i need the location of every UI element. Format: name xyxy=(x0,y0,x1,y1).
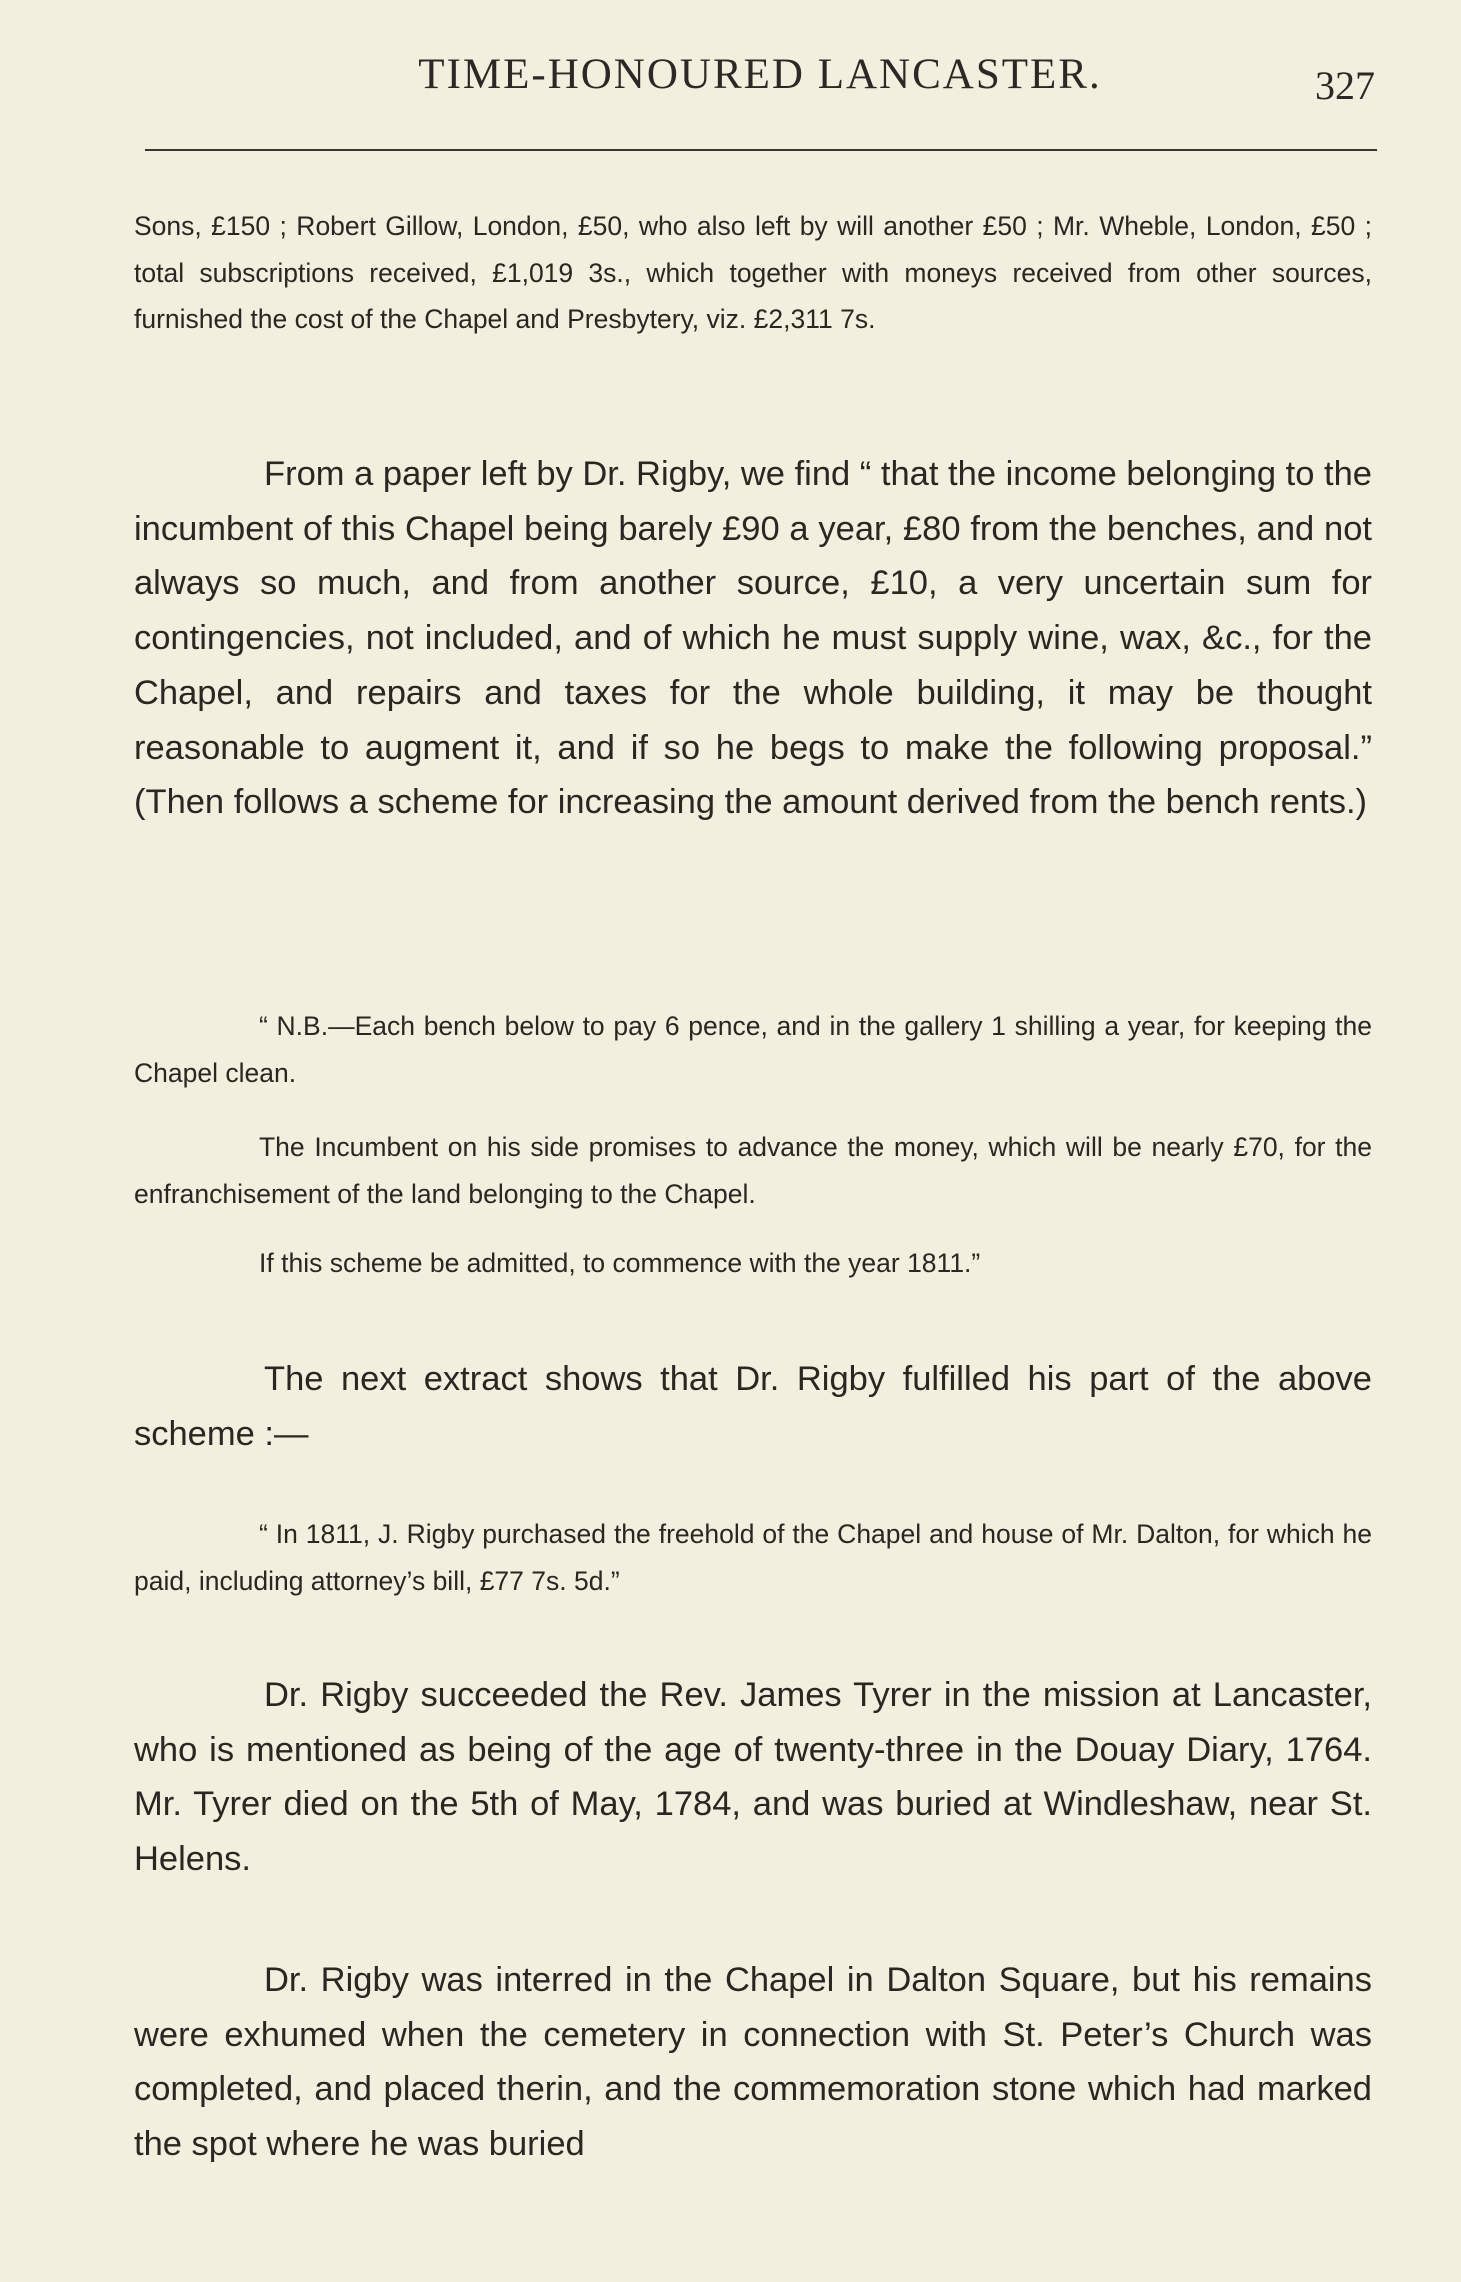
paragraph-rigby-paper: From a paper left by Dr. Rigby, we find “ that the income belonging to the incumbent of this Chapel being barely £90 a year, £80 from the benches, and not always so much, and from another source, £10, a very uncertain sum for contingencies, not included, and of which he must supply wine, wax, &c., for the Chapel, and repairs and taxes for the whole building, it may be thought reasonable to augment it, and if so he begs to make the following proposal.” (Then follows a scheme for increasing the amount derived from the bench rents.) xyxy=(134,455,1372,822)
running-title: TIME-HONOURED LANCASTER. xyxy=(418,51,1102,98)
header-rule xyxy=(145,149,1377,151)
paragraph-tyrer-succession: Dr. Rigby succeeded the Rev. James Tyrer in the mission at Lancaster, who is mentioned as being of the age of twenty-three in the Douay Diary, 1764. Mr. Tyrer died on the 5th of May, 1784, and was buried at Windleshaw, near St. Helens. xyxy=(134,1676,1372,1879)
paragraph-nb-note: “ N.B.—Each bench below to pay 6 pence, and in the gallery 1 shilling a year, for keeping the Chapel clean. xyxy=(134,1011,1372,1088)
paragraph-scheme-admitted: If this scheme be admitted, to commence with the year 1811.” xyxy=(259,1248,981,1278)
paragraph-subscriptions: Sons, £150 ; Robert Gillow, London, £50, who also left by will another £50 ; Mr. Wheble, London, £50 ; total subscriptions received, £1,019 3s., which together with moneys received from other sources, furnished the cost of the Chapel and Presbytery, viz. £2,311 7s. xyxy=(134,211,1372,334)
running-head xyxy=(145,50,1375,110)
page-number: 327 xyxy=(1315,63,1375,108)
paragraph-incumbent-promise: The Incumbent on his side promises to advance the money, which will be nearly £70, for the enfranchisement of the land belonging to the Chapel. xyxy=(134,1132,1372,1209)
paragraph-next-extract: The next extract shows that Dr. Rigby fulfilled his part of the above scheme :— xyxy=(134,1360,1372,1453)
paragraph-rigby-interment: Dr. Rigby was interred in the Chapel in Dalton Square, but his remains were exhumed when the cemetery in connection with St. Peter’s Church was completed, and placed therin, and the commemoration stone which had marked the spot where he was buried xyxy=(134,1961,1372,2164)
paragraph-freehold-purchase: “ In 1811, J. Rigby purchased the freehold of the Chapel and house of Mr. Dalton, for which he paid, including attorney’s bill, £77 7s. 5d.” xyxy=(134,1519,1372,1596)
